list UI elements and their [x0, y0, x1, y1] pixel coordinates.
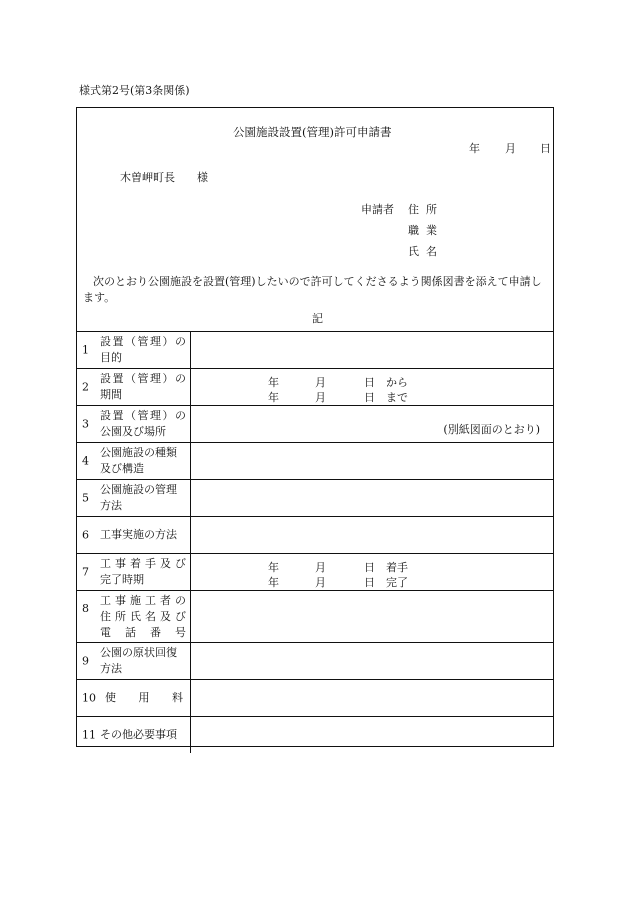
- item-label-cell: [77, 480, 191, 517]
- date-year-label: 年: [469, 142, 480, 155]
- item-number: 6: [82, 528, 89, 542]
- applicant-occupation-label: 職業: [408, 224, 444, 237]
- construction-period-value-cell[interactable]: [191, 554, 554, 591]
- attached-drawing-note: (別紙図面のとおり): [443, 423, 540, 436]
- contractor-value-cell[interactable]: [191, 591, 554, 643]
- item-label-line: 使用料: [105, 691, 183, 704]
- date-day-label: 日: [540, 142, 551, 155]
- item-label-line: 工事実施の方法: [100, 528, 177, 541]
- item-label: [100, 527, 186, 543]
- item-label-cell: [77, 332, 191, 369]
- table-row: [77, 643, 553, 680]
- ki-heading: 記: [312, 312, 323, 325]
- item-label-cell: [77, 717, 191, 753]
- table-row: [77, 680, 553, 717]
- applicant-name-label: 氏名: [408, 245, 444, 258]
- applicant-label: 申請者: [361, 203, 394, 216]
- location-value-cell[interactable]: [191, 406, 554, 443]
- item-number: 8: [82, 602, 89, 615]
- item-label-cell: [77, 369, 191, 406]
- item-label-cell: [77, 443, 191, 480]
- item-number: 5: [82, 491, 89, 505]
- item-label-line: 方法: [100, 662, 122, 675]
- start-label: 着手: [386, 561, 408, 574]
- form-number: 様式第2号(第3条関係): [79, 84, 190, 97]
- addressee-name: 木曽岬町長: [120, 171, 175, 184]
- year-label: 年: [268, 576, 279, 589]
- usage-fee-value-cell[interactable]: [191, 680, 554, 717]
- item-number: 1: [82, 343, 89, 357]
- item-label: [100, 727, 186, 743]
- item-label: [100, 445, 186, 477]
- item-label: [100, 371, 186, 403]
- addressee: [120, 172, 208, 183]
- item-label-line: 及び構造: [100, 462, 144, 475]
- item-label-line: 設置（管理）の: [100, 335, 186, 348]
- form-title: 公園施設設置(管理)許可申請書: [233, 125, 392, 139]
- form-header: [77, 108, 553, 331]
- application-statement: 次のとおり公園施設を設置(管理)したいので許可してくださるよう関係図書を添えて申請します。: [83, 275, 542, 304]
- item-label-line: 期間: [100, 388, 122, 401]
- year-label: 年: [268, 561, 279, 574]
- item-label-line: 公園施設の種類: [100, 446, 177, 459]
- table-row: [77, 717, 553, 753]
- table-row: [77, 443, 553, 480]
- table-row: [77, 369, 553, 406]
- item-label-cell: [77, 680, 191, 717]
- item-label-line: 公園施設の管理: [100, 483, 177, 496]
- item-number: 2: [82, 380, 89, 394]
- table-row: [77, 554, 553, 591]
- period-value-cell[interactable]: [191, 369, 554, 406]
- management-method-value-cell[interactable]: [191, 480, 554, 517]
- item-number: 7: [82, 565, 89, 579]
- applicant-address-label: 住所: [408, 203, 444, 216]
- item-label-line: 公園の原状回復: [100, 646, 177, 659]
- item-label-line: 目的: [100, 351, 122, 364]
- item-label-line: 電話番号: [100, 625, 186, 639]
- item-label-cell: [77, 591, 191, 643]
- month-label: 月: [315, 376, 326, 389]
- date-month-label: 月: [505, 142, 516, 155]
- month-label: 月: [315, 391, 326, 404]
- day-label: 日: [364, 561, 375, 574]
- item-label-cell: [77, 643, 191, 680]
- item-number: 9: [82, 654, 89, 668]
- item-label: [100, 408, 186, 440]
- restoration-method-value-cell[interactable]: [191, 643, 554, 680]
- day-label: 日: [364, 576, 375, 589]
- purpose-value-cell[interactable]: [191, 332, 554, 369]
- item-label: [100, 645, 186, 677]
- completion-label: 完了: [386, 576, 408, 589]
- item-label: [100, 334, 186, 366]
- table-row: [77, 517, 553, 554]
- items-table: [77, 331, 553, 753]
- item-label-cell: [77, 554, 191, 591]
- item-label-line: 工事施工者の: [100, 593, 186, 607]
- facility-type-value-cell[interactable]: [191, 443, 554, 480]
- addressee-honorific: 様: [197, 171, 208, 184]
- item-label-line: 工事着手及び: [100, 557, 186, 570]
- month-label: 月: [315, 561, 326, 574]
- month-label: 月: [315, 576, 326, 589]
- from-label: から: [386, 376, 408, 389]
- table-row: [77, 480, 553, 517]
- item-number: 4: [82, 454, 89, 468]
- item-label-line: 設置（管理）の: [100, 409, 186, 422]
- until-label: まで: [386, 391, 408, 404]
- application-form: [76, 107, 554, 747]
- year-label: 年: [268, 376, 279, 389]
- item-number: 10: [82, 691, 96, 705]
- item-label: [105, 690, 183, 706]
- item-label-line: その他必要事項: [100, 727, 177, 741]
- item-label: [100, 482, 186, 514]
- table-row: [77, 591, 553, 643]
- year-label: 年: [268, 391, 279, 404]
- day-label: 日: [364, 376, 375, 389]
- item-label-line: 完了時期: [100, 573, 144, 586]
- item-label-cell: [77, 406, 191, 443]
- other-matters-value-cell[interactable]: [191, 717, 554, 753]
- item-label-cell: [77, 517, 191, 554]
- item-label-line: 方法: [100, 499, 122, 512]
- table-row: [77, 406, 553, 443]
- item-number: 3: [82, 417, 89, 431]
- item-label-line: 公園及び場所: [100, 425, 166, 438]
- item-label: [100, 593, 186, 641]
- table-row: [77, 332, 553, 369]
- item-label: [100, 556, 186, 588]
- item-label-line: 設置（管理）の: [100, 372, 186, 385]
- item-label-line: 住所氏名及び: [100, 609, 186, 623]
- construction-method-value-cell[interactable]: [191, 517, 554, 554]
- day-label: 日: [364, 391, 375, 404]
- item-number: 11: [82, 728, 96, 742]
